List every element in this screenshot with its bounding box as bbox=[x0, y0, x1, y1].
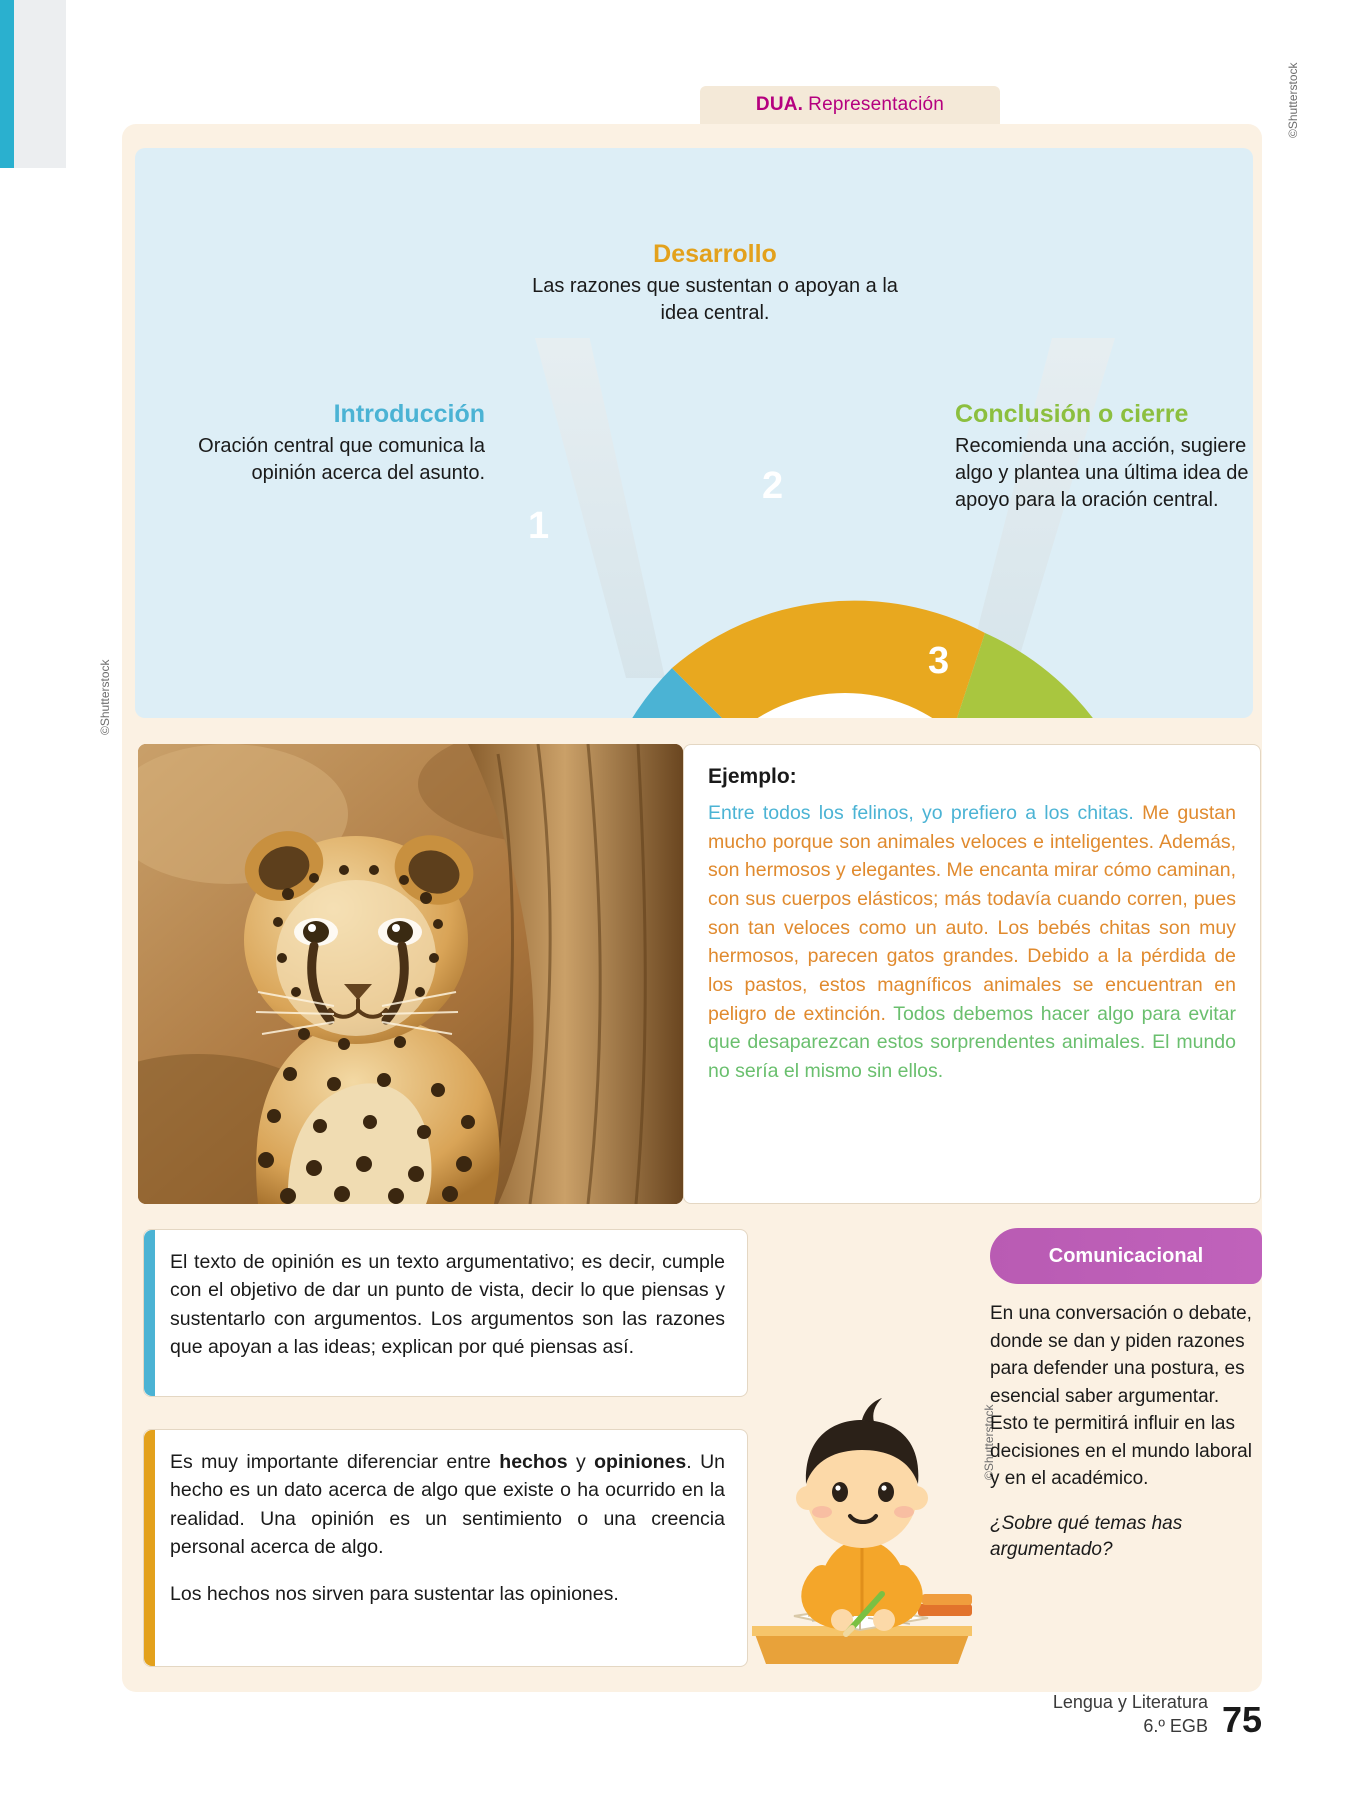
info-box-facts-opinions-paragraph-1 bbox=[170, 1448, 725, 1562]
left-edge-accent-bar bbox=[0, 0, 14, 168]
footer-text bbox=[1053, 1691, 1208, 1738]
diagram-label-introduccion-body: Oración central que comunica la opinión acerca del asunto. bbox=[198, 435, 485, 484]
diagram-label-introduccion bbox=[140, 400, 485, 487]
cheetah-photo bbox=[138, 744, 683, 1204]
comunicacional-body: En una conversación o debate, donde se dan y piden razones para defender una postura, es esencial saber argumentar. Esto te permitirá influir en las decisiones en el mundo laboral y en el académico. bbox=[990, 1303, 1252, 1490]
dua-tab-sublabel: Representación bbox=[808, 94, 945, 115]
example-text bbox=[708, 799, 1236, 1086]
comunicacional-header-label: Comunicacional bbox=[1048, 1244, 1204, 1267]
page-number: 75 bbox=[1221, 1699, 1262, 1740]
diagram-label-desarrollo bbox=[520, 240, 910, 327]
example-segment-desarrollo: Me gustan mucho porque son animales veloces e inteligentes. Además, son hermosos y elegantes. Me encanta mirar cómo caminan, con sus cuerpos elásticos; más todavía cuando corren, pues son tan veloces como un auto. Los bebés chitas son muy hermosos, parecen gatos grandes. Debido a la pérdida de los pastos, estos magníficos animales se encuentran en peligro de extinción. bbox=[708, 802, 1236, 1025]
info-box-definition-text: El texto de opinión es un texto argumentativo; es decir, cumple con el objetivo de dar un punto de vista, decir lo que piensas y sustentarlo con argumentos. Los argumentos son las razones que apoyan a las ideas; explican por qué piensas así. bbox=[170, 1251, 725, 1359]
diagram-number-2: 2 bbox=[762, 465, 784, 507]
left-edge-gray-bar bbox=[14, 0, 66, 168]
facts-bold-hechos: hechos bbox=[499, 1451, 568, 1473]
example-segment-introduccion: Entre todos los felinos, yo prefiero a los chitas. bbox=[708, 802, 1134, 824]
comunicacional-card bbox=[990, 1228, 1262, 1564]
info-box-facts-opinions-paragraph-2: Los hechos nos sirven para sustentar las opiniones. bbox=[170, 1582, 619, 1605]
diagram-label-desarrollo-body: Las razones que sustentan o apoyan a la idea central. bbox=[532, 275, 898, 324]
diagram-label-conclusion bbox=[955, 400, 1275, 514]
example-segment-conclusion: Todos debemos hacer algo para evitar que desaparezcan estos sorprendentes animales. El mundo no sería el mismo sin ellos. bbox=[708, 1002, 1237, 1082]
diagram-label-desarrollo-title: Desarrollo bbox=[653, 240, 777, 268]
credit-cheetah: ©Shutterstock bbox=[98, 659, 112, 735]
diagram-number-1: 1 bbox=[528, 505, 550, 547]
diagram-label-introduccion-title: Introducción bbox=[333, 400, 485, 428]
page-footer bbox=[1053, 1691, 1262, 1738]
credit-boy: ©Shutterstock bbox=[982, 1404, 996, 1480]
facts-text-a: Es muy importante diferenciar entre bbox=[170, 1451, 500, 1473]
example-box bbox=[683, 744, 1261, 1204]
info-box-facts-opinions bbox=[143, 1429, 748, 1667]
comunicacional-question: ¿Sobre qué temas has argumentado? bbox=[990, 1512, 1183, 1561]
dua-tab bbox=[700, 86, 1000, 124]
diagram-label-conclusion-title: Conclusión o cierre bbox=[955, 400, 1189, 428]
facts-text-b: y bbox=[567, 1451, 595, 1473]
diagram-number-3: 3 bbox=[928, 640, 950, 682]
example-title: Ejemplo: bbox=[708, 765, 797, 788]
info-box-definition bbox=[143, 1229, 748, 1397]
footer-subject: Lengua y Literatura bbox=[1052, 1692, 1208, 1713]
footer-grade: 6.º EGB bbox=[1143, 1715, 1208, 1736]
facts-text-c: . Un hecho es un dato acerca de algo que existe o ha ocurrido en la realidad. Una opinión es un sentimiento o una creencia personal acerca de algo. bbox=[170, 1451, 725, 1559]
diagram-label-conclusion-body: Recomienda una acción, sugiere algo y plantea una última idea de apoyo para la oración central. bbox=[955, 435, 1249, 511]
boy-writing-illustration bbox=[742, 1380, 982, 1680]
credit-diagram: ©Shutterstock bbox=[1286, 62, 1300, 138]
facts-bold-opiniones: opiniones bbox=[594, 1451, 687, 1473]
dua-tab-label: DUA. bbox=[755, 94, 804, 115]
comunicacional-header bbox=[990, 1228, 1262, 1284]
